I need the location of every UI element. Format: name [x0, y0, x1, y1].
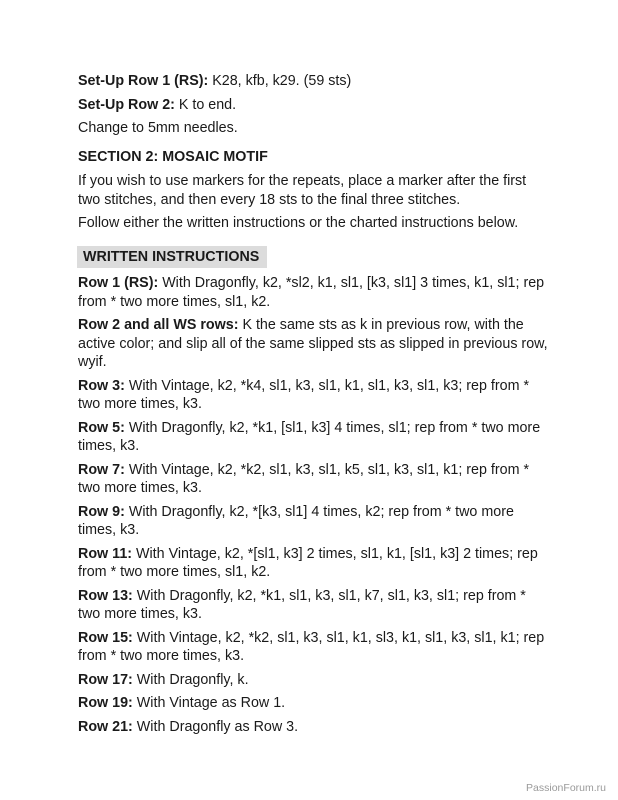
row-item: [78, 694, 548, 713]
row-item: [78, 671, 548, 690]
instructions-paragraph: Follow either the written instructions or the charted instructions below.: [78, 215, 519, 231]
row-label: Row 13:: [78, 587, 133, 604]
row-item: [78, 503, 548, 540]
row-item: [78, 545, 548, 582]
row-text: With Vintage, k2, *k4, sl1, k3, sl1, k1, sl1, k3, sl1, k3; rep from * two more times, k3.: [78, 377, 530, 412]
written-instructions-heading: WRITTEN INSTRUCTIONS: [77, 246, 267, 269]
row-item: [78, 629, 548, 666]
row-label: Row 1 (RS):: [78, 275, 159, 291]
row-text: With Dragonfly, k2, *k1, sl1, k3, sl1, k7, sl1, k3, sl1; rep from * two more times, k3.: [78, 587, 526, 622]
row-label: Row 7:: [78, 461, 125, 478]
change-needles-text: Change to 5mm needles.: [78, 120, 238, 136]
row-item: [78, 377, 548, 414]
row-text: With Dragonfly, k2, *[k3, sl1] 4 times, k2; rep from * two more times, k3.: [78, 503, 514, 538]
row-label: Row 19:: [78, 695, 133, 711]
setup-row-2: [78, 96, 548, 115]
watermark-text: PassionForum.ru: [526, 782, 606, 794]
row-text: K the same sts as k in previous row, with the active color; and slip all of the same slipped sts as slipped in previous row, wyif.: [78, 317, 548, 370]
section-heading: SECTION 2: MOSAIC MOTIF: [78, 148, 268, 165]
row-label: Row 17:: [78, 671, 133, 688]
row-item: [78, 419, 548, 456]
row-text: With Vintage as Row 1.: [132, 695, 286, 711]
row-text: With Vintage, k2, *k2, sl1, k3, sl1, k1, sl3, k1, sl1, k3, sl1, k1; rep from * two more times, k3.: [78, 629, 545, 664]
markers-paragraph: If you wish to use markers for the repeats, place a marker after the first two stitches, and then every 18 sts to the final three stitches.: [78, 173, 527, 208]
row-label: Row 2 and all WS rows:: [78, 317, 239, 333]
row-label: Row 3:: [78, 377, 125, 394]
row-item: [78, 461, 548, 498]
row-label: Row 21:: [78, 718, 133, 735]
row-list: [78, 274, 548, 736]
row-text: With Dragonfly as Row 3.: [132, 718, 299, 735]
row-label: Row 9:: [78, 503, 125, 520]
row-label: Row 5:: [78, 419, 125, 436]
setup-row-1: [78, 72, 548, 91]
row-item: [78, 274, 548, 311]
row-text: With Dragonfly, k.: [132, 671, 249, 688]
row-item: [78, 587, 548, 624]
setup-row-label: Set-Up Row 1 (RS):: [78, 73, 209, 89]
row-text: With Dragonfly, k2, *k1, [sl1, k3] 4 times, sl1; rep from * two more times, k3.: [78, 419, 541, 454]
row-item: [78, 718, 548, 737]
row-text: With Dragonfly, k2, *sl2, k1, sl1, [k3, sl1] 3 times, k1, sl1; rep from * two more times, sl1, k2.: [78, 275, 545, 310]
row-text: With Vintage, k2, *[sl1, k3] 2 times, sl1, k1, [sl1, k3] 2 times; rep from * two more times, sl1, k2.: [78, 545, 538, 580]
setup-row-text: K28, kfb, k29. (59 sts): [208, 73, 352, 89]
setup-row-text: K to end.: [174, 96, 237, 113]
row-label: Row 11:: [78, 545, 133, 562]
row-text: With Vintage, k2, *k2, sl1, k3, sl1, k5, sl1, k3, sl1, k1; rep from * two more times, k3.: [78, 461, 530, 496]
pattern-page: [78, 72, 548, 741]
row-item: [78, 316, 548, 372]
setup-row-label: Set-Up Row 2:: [78, 96, 175, 113]
row-label: Row 15:: [78, 629, 133, 646]
